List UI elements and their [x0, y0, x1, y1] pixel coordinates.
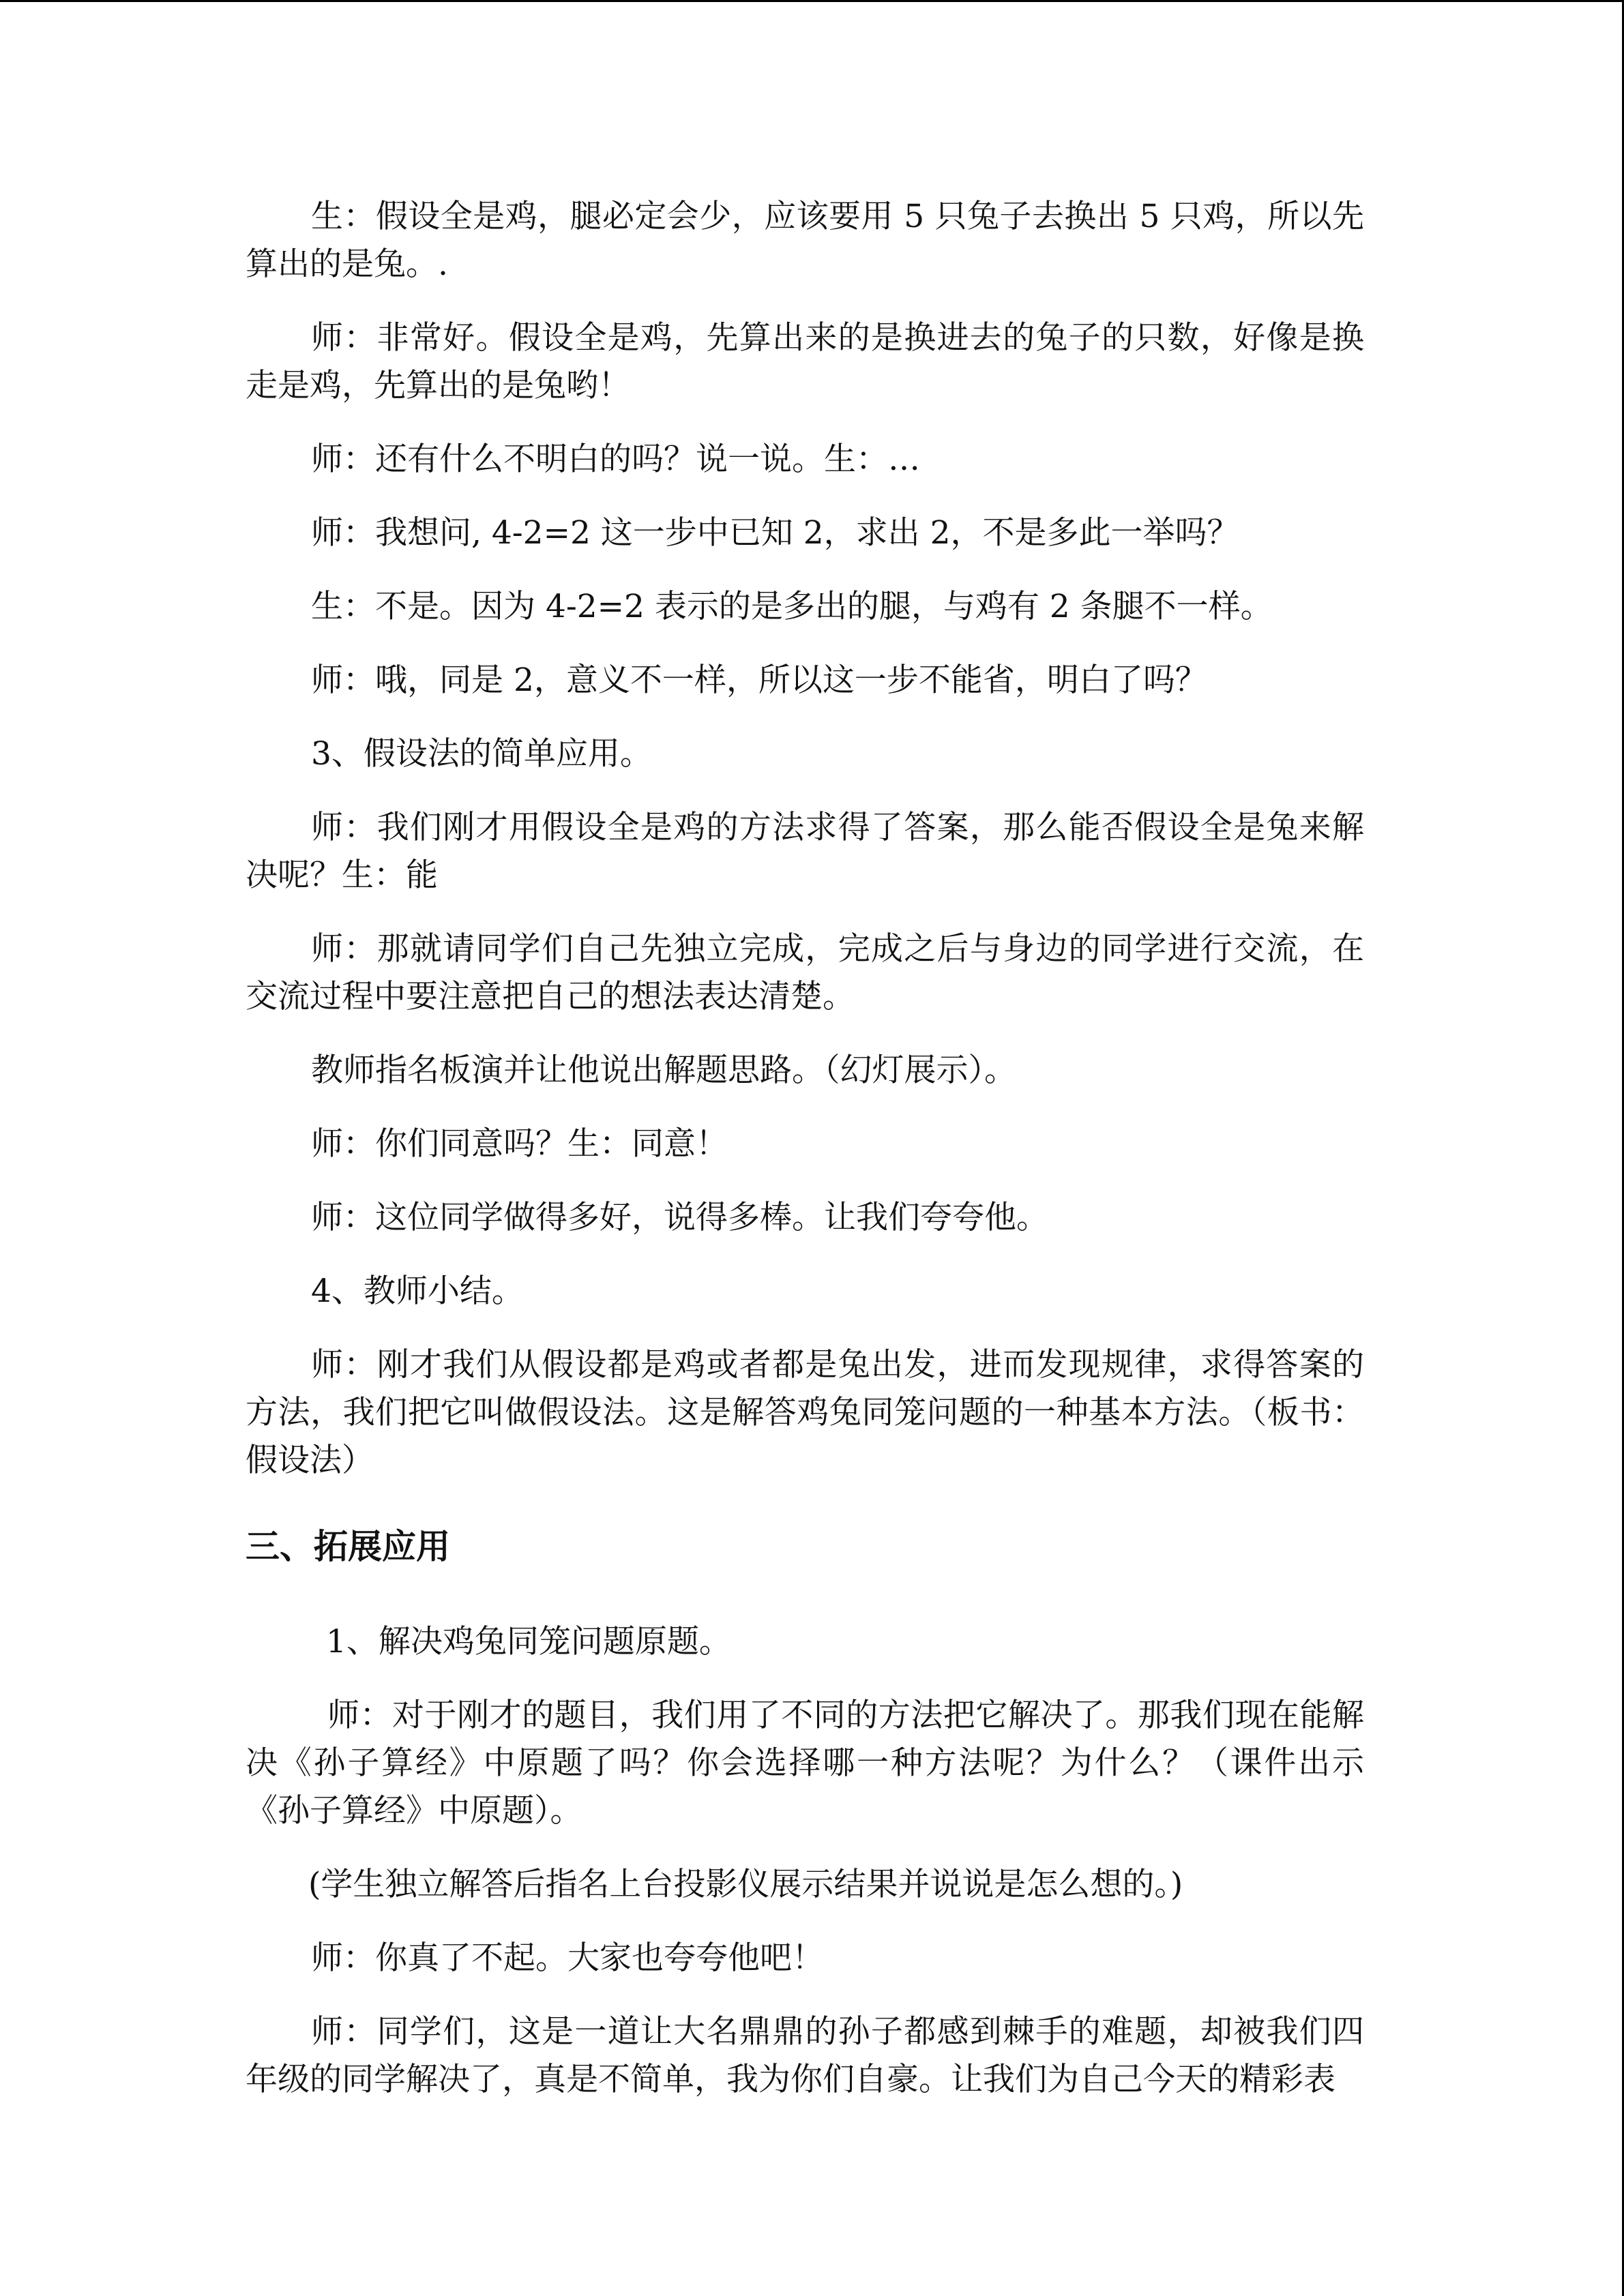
paragraph: 师：非常好。假设全是鸡，先算出来的是换进去的兔子的只数，好像是换走是鸡，先算出的是兔哟！: [246, 319, 1364, 404]
paragraph: 师：同学们，这是一道让大名鼎鼎的孙子都感到棘手的难题，却被我们四年级的同学解决了，真是不简单，我为你们自豪。让我们为自己今天的精彩表: [246, 2013, 1364, 2098]
paragraph: 师：还有什么不明白的吗？说一说。生：…: [311, 441, 920, 478]
paragraph: 师：你真了不起。大家也夸夸他吧！: [311, 1939, 824, 1977]
paragraph: 师：刚才我们从假设都是鸡或者都是兔出发，进而发现规律，求得答案的方法，我们把它叫做假设法。这是解答鸡兔同笼问题的一种基本方法。（板书：假设法）: [246, 1346, 1364, 1479]
paragraph: (学生独立解答后指名上台投影仪展示结果并说说是怎么想的。): [308, 1866, 1183, 1903]
paragraph: 生：不是。因为 4-2=2 表示的是多出的腿，与鸡有 2 条腿不一样。: [311, 588, 1273, 625]
section-heading: 三、拓展应用: [246, 1527, 450, 1566]
subsection-title: 4、教师小结。: [311, 1272, 524, 1310]
paragraph: 师：这位同学做得多好，说得多棒。让我们夸夸他。: [311, 1199, 1048, 1236]
document-body: [246, 193, 1364, 2130]
paragraph: 师：那就请同学们自己先独立完成，完成之后与身边的同学进行交流，在交流过程中要注意把自己的想法表达清楚。: [246, 930, 1364, 1015]
paragraph: 师：我们刚才用假设全是鸡的方法求得了答案，那么能否假设全是兔来解决呢？生：能: [246, 809, 1364, 894]
paragraph: 师：对于刚才的题目，我们用了不同的方法把它解决了。那我们现在能解决《孙子算经》中原题了吗？你会选择哪一种方法呢？为什么？（课件出示《孙子算经》中原题）。: [246, 1697, 1364, 1830]
subsection-title: 1、解决鸡兔同笼问题原题。: [326, 1623, 731, 1660]
paragraph: 生：假设全是鸡，腿必定会少，应该要用 5 只兔子去换出 5 只鸡，所以先算出的是兔。.: [246, 198, 1364, 283]
paragraph: 师：我想问, 4-2=2 这一步中已知 2，求出 2，不是多此一举吗？: [311, 514, 1239, 552]
paragraph: 师：你们同意吗？生：同意！: [311, 1125, 728, 1163]
paragraph: 教师指名板演并让他说出解题思路。（幻灯展示）。: [311, 1052, 1016, 1089]
paragraph: 师：哦，同是 2，意义不一样，所以这一步不能省，明白了吗？: [311, 661, 1207, 699]
subsection-title: 3、假设法的简单应用。: [311, 735, 652, 773]
